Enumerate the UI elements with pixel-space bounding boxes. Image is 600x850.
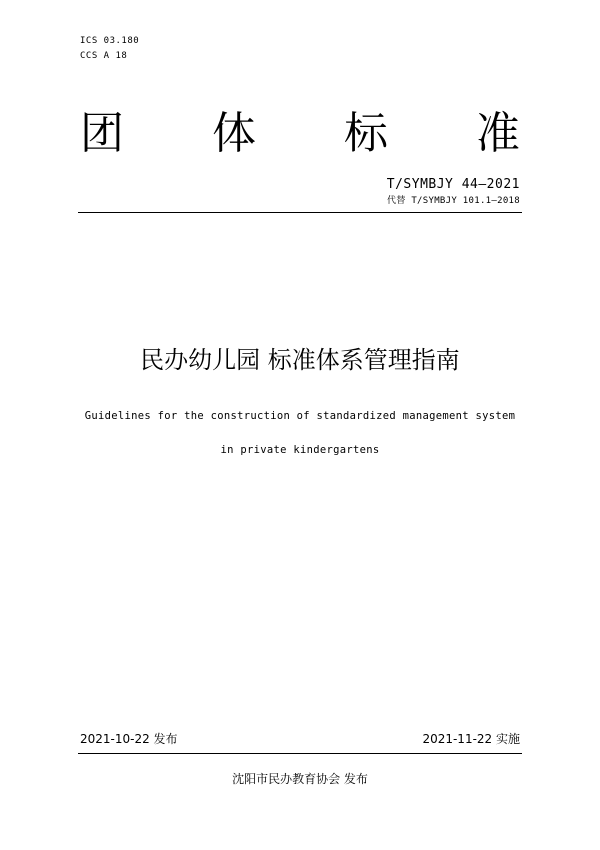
standard-type-char: 体 [212, 108, 256, 159]
ccs-code: CCS A 18 [80, 51, 128, 61]
publisher: 沈阳市民办教育协会 发布 [232, 772, 368, 786]
top-divider [78, 212, 522, 213]
replaced-standard: 代替 T/SYMBJY 101.1—2018 [387, 196, 520, 206]
standard-type-char: 准 [476, 108, 520, 159]
document-title-en-line-1: Guidelines for the construction of standardized management system [84, 410, 516, 422]
document-title-zh: 民办幼儿园 标准体系管理指南 [140, 346, 460, 374]
standard-number-block [387, 176, 520, 208]
standard-number: T/SYMBJY 44—2021 [386, 177, 520, 192]
standard-type-char: 团 [80, 108, 124, 159]
ics-code: ICS 03.180 [80, 36, 140, 46]
bottom-divider [78, 753, 522, 754]
standard-type-heading [80, 104, 520, 164]
document-title-en-line-2: in private kindergartens [220, 444, 380, 456]
standard-type-char: 标 [344, 108, 388, 159]
implementation-date: 2021-11-22 实施 [422, 732, 520, 746]
issue-date: 2021-10-22 发布 [80, 732, 178, 746]
classification-codes [80, 34, 139, 64]
